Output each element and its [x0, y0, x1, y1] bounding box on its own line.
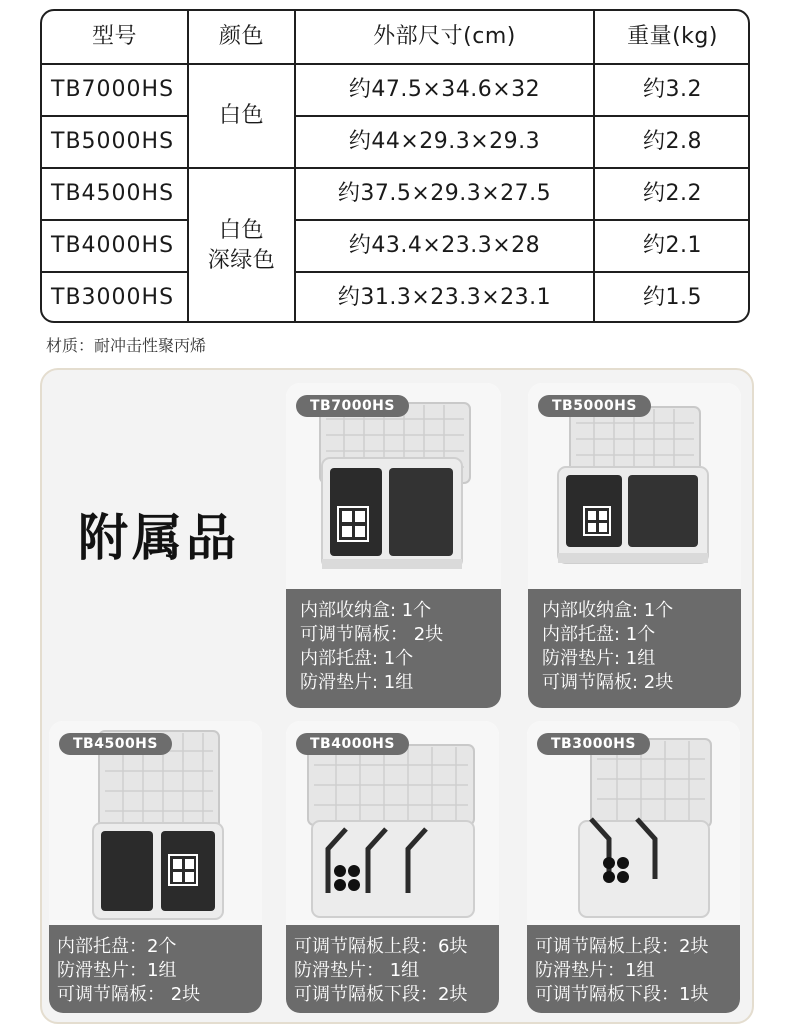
- accessory-item: 可调节隔板上段：2块: [535, 936, 709, 957]
- accessory-item: 可调节隔板下段：1块: [535, 984, 709, 1005]
- spec-table: [40, 9, 750, 323]
- header-model: 型号: [91, 24, 137, 49]
- header-weight: 重量(kg): [627, 24, 718, 49]
- accessory-card: [528, 383, 741, 708]
- accessory-item: 内部托盘: 1个: [300, 648, 414, 669]
- accessory-list: [286, 925, 499, 1013]
- row-weight: 约3.2: [643, 77, 702, 102]
- row-weight: 约2.1: [643, 233, 702, 258]
- row-size: 约44×29.3×29.3: [348, 129, 541, 154]
- accessory-item: 防滑垫片: 1组: [542, 648, 656, 669]
- accessory-list: [49, 925, 262, 1013]
- accessory-item: 内部托盘：2个: [57, 936, 177, 957]
- row-model: TB7000HS: [51, 77, 175, 102]
- model-tag: TB4500HS: [59, 733, 172, 755]
- accessory-item: 可调节隔板： 2块: [57, 984, 201, 1005]
- accessory-item: 可调节隔板: 2块: [542, 672, 674, 693]
- row-model: TB4500HS: [51, 181, 175, 206]
- header-size: 外部尺寸(cm): [373, 24, 516, 49]
- row-weight: 约1.5: [643, 285, 702, 310]
- accessory-list: [286, 589, 501, 708]
- accessory-item: 内部收纳盒: 1个: [300, 600, 432, 621]
- color-label: 白色: [218, 103, 264, 128]
- accessory-item: 可调节隔板上段：6块: [294, 936, 468, 957]
- accessory-card: [527, 721, 740, 1013]
- accessory-item: 防滑垫片：1组: [57, 960, 177, 981]
- row-weight: 约2.8: [643, 129, 702, 154]
- model-tag: TB4000HS: [296, 733, 409, 755]
- row-model: TB4000HS: [51, 233, 175, 258]
- row-model: TB5000HS: [51, 129, 175, 154]
- accessory-list: [527, 925, 740, 1013]
- color-cell: [189, 169, 294, 323]
- accessory-card: [286, 383, 501, 708]
- accessory-item: 防滑垫片：1组: [535, 960, 655, 981]
- row-size: 约47.5×34.6×32: [348, 77, 541, 102]
- accessory-list: [528, 589, 741, 708]
- model-tag: TB5000HS: [538, 395, 651, 417]
- color-label: 深绿色: [207, 248, 276, 273]
- model-tag: TB7000HS: [296, 395, 409, 417]
- accessories-title: 附属品: [78, 509, 240, 567]
- accessory-item: 内部收纳盒: 1个: [542, 600, 674, 621]
- material-note: 材质：耐冲击性聚丙烯: [46, 336, 207, 355]
- row-size: 约31.3×23.3×23.1: [337, 285, 552, 310]
- accessory-item: 防滑垫片: 1组: [300, 672, 414, 693]
- model-tag: TB3000HS: [537, 733, 650, 755]
- accessory-item: 可调节隔板下段：2块: [294, 984, 468, 1005]
- row-model: TB3000HS: [51, 285, 175, 310]
- accessory-card: [49, 721, 262, 1013]
- color-label: 白色: [218, 218, 264, 243]
- accessory-item: 防滑垫片： 1组: [294, 960, 420, 981]
- color-cell: [189, 65, 294, 167]
- row-weight: 约2.2: [643, 181, 702, 206]
- row-size: 约37.5×29.3×27.5: [337, 181, 552, 206]
- row-size: 约43.4×23.3×28: [348, 233, 541, 258]
- header-color: 颜色: [218, 24, 264, 49]
- accessory-item: 可调节隔板： 2块: [300, 624, 444, 645]
- accessory-card: [286, 721, 499, 1013]
- accessory-item: 内部托盘: 1个: [542, 624, 656, 645]
